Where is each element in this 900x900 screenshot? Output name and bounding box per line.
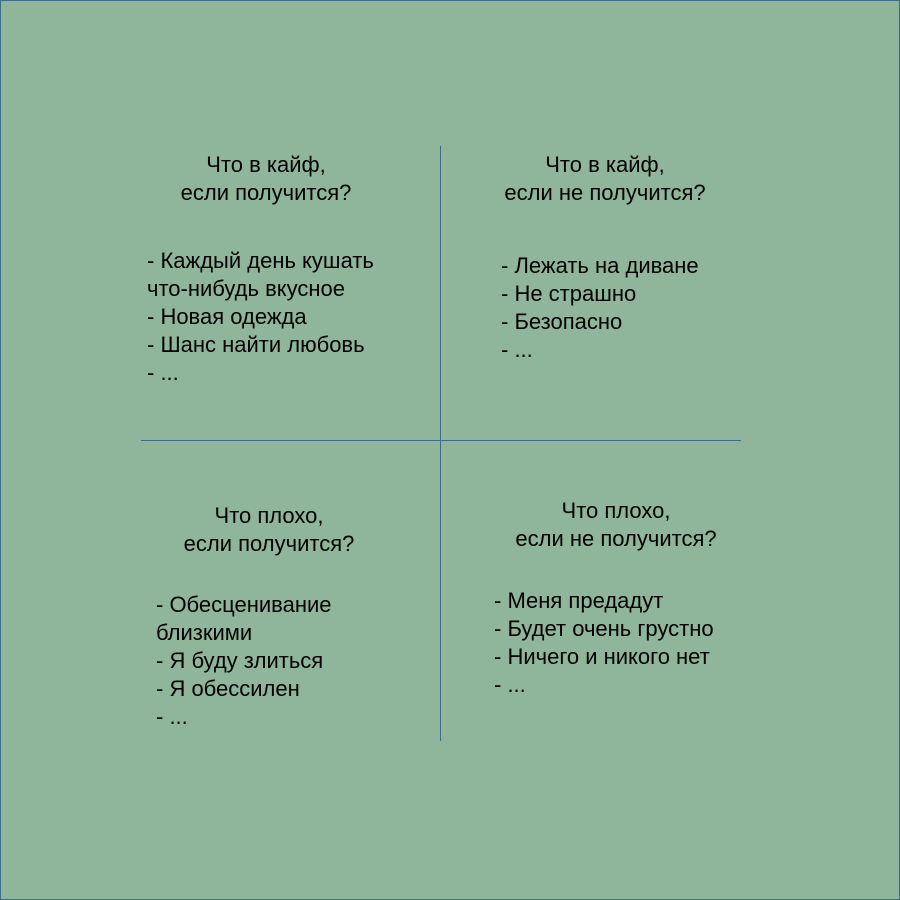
top-right-list	[501, 252, 699, 364]
list-item: - Новая одежда	[147, 304, 307, 329]
horizontal-divider	[141, 440, 741, 441]
list-item: - Будет очень грустно	[494, 616, 714, 641]
heading-line: Что плохо,	[214, 503, 324, 528]
list-item: - ...	[147, 360, 179, 385]
bottom-right-heading	[486, 497, 746, 553]
list-item: - Ничего и никого нет	[494, 644, 710, 669]
top-left-list	[147, 247, 374, 387]
list-item: - Лежать на диване	[501, 253, 699, 278]
list-item: - Обесценивание	[156, 592, 332, 617]
heading-line: если получится?	[183, 531, 355, 556]
list-item: - Не страшно	[501, 281, 637, 306]
list-item: - Безопасно	[501, 309, 623, 334]
heading-line: если не получится?	[504, 180, 706, 205]
bottom-left-heading	[139, 502, 399, 558]
heading-line: Что в кайф,	[545, 152, 665, 177]
bottom-left-list	[156, 591, 332, 731]
list-item: - Я обессилен	[156, 676, 300, 701]
list-item: - Каждый день кушать	[147, 248, 374, 273]
list-item: - Я буду злиться	[156, 648, 324, 673]
heading-line: если получится?	[180, 180, 352, 205]
list-item: - ...	[156, 704, 188, 729]
bottom-right-list	[494, 587, 714, 699]
list-item: - Меня предадут	[494, 588, 664, 613]
top-right-heading	[475, 151, 735, 207]
heading-line: Что в кайф,	[206, 152, 326, 177]
heading-line: Что плохо,	[561, 498, 671, 523]
top-left-heading	[136, 151, 396, 207]
list-item: - Шанс найти любовь	[147, 332, 365, 357]
list-item: - ...	[494, 672, 526, 697]
list-item: - ...	[501, 337, 533, 362]
list-item: близкими	[156, 620, 253, 645]
vertical-divider	[440, 146, 441, 741]
list-item: что-нибудь вкусное	[147, 276, 346, 301]
heading-line: если не получится?	[515, 526, 717, 551]
